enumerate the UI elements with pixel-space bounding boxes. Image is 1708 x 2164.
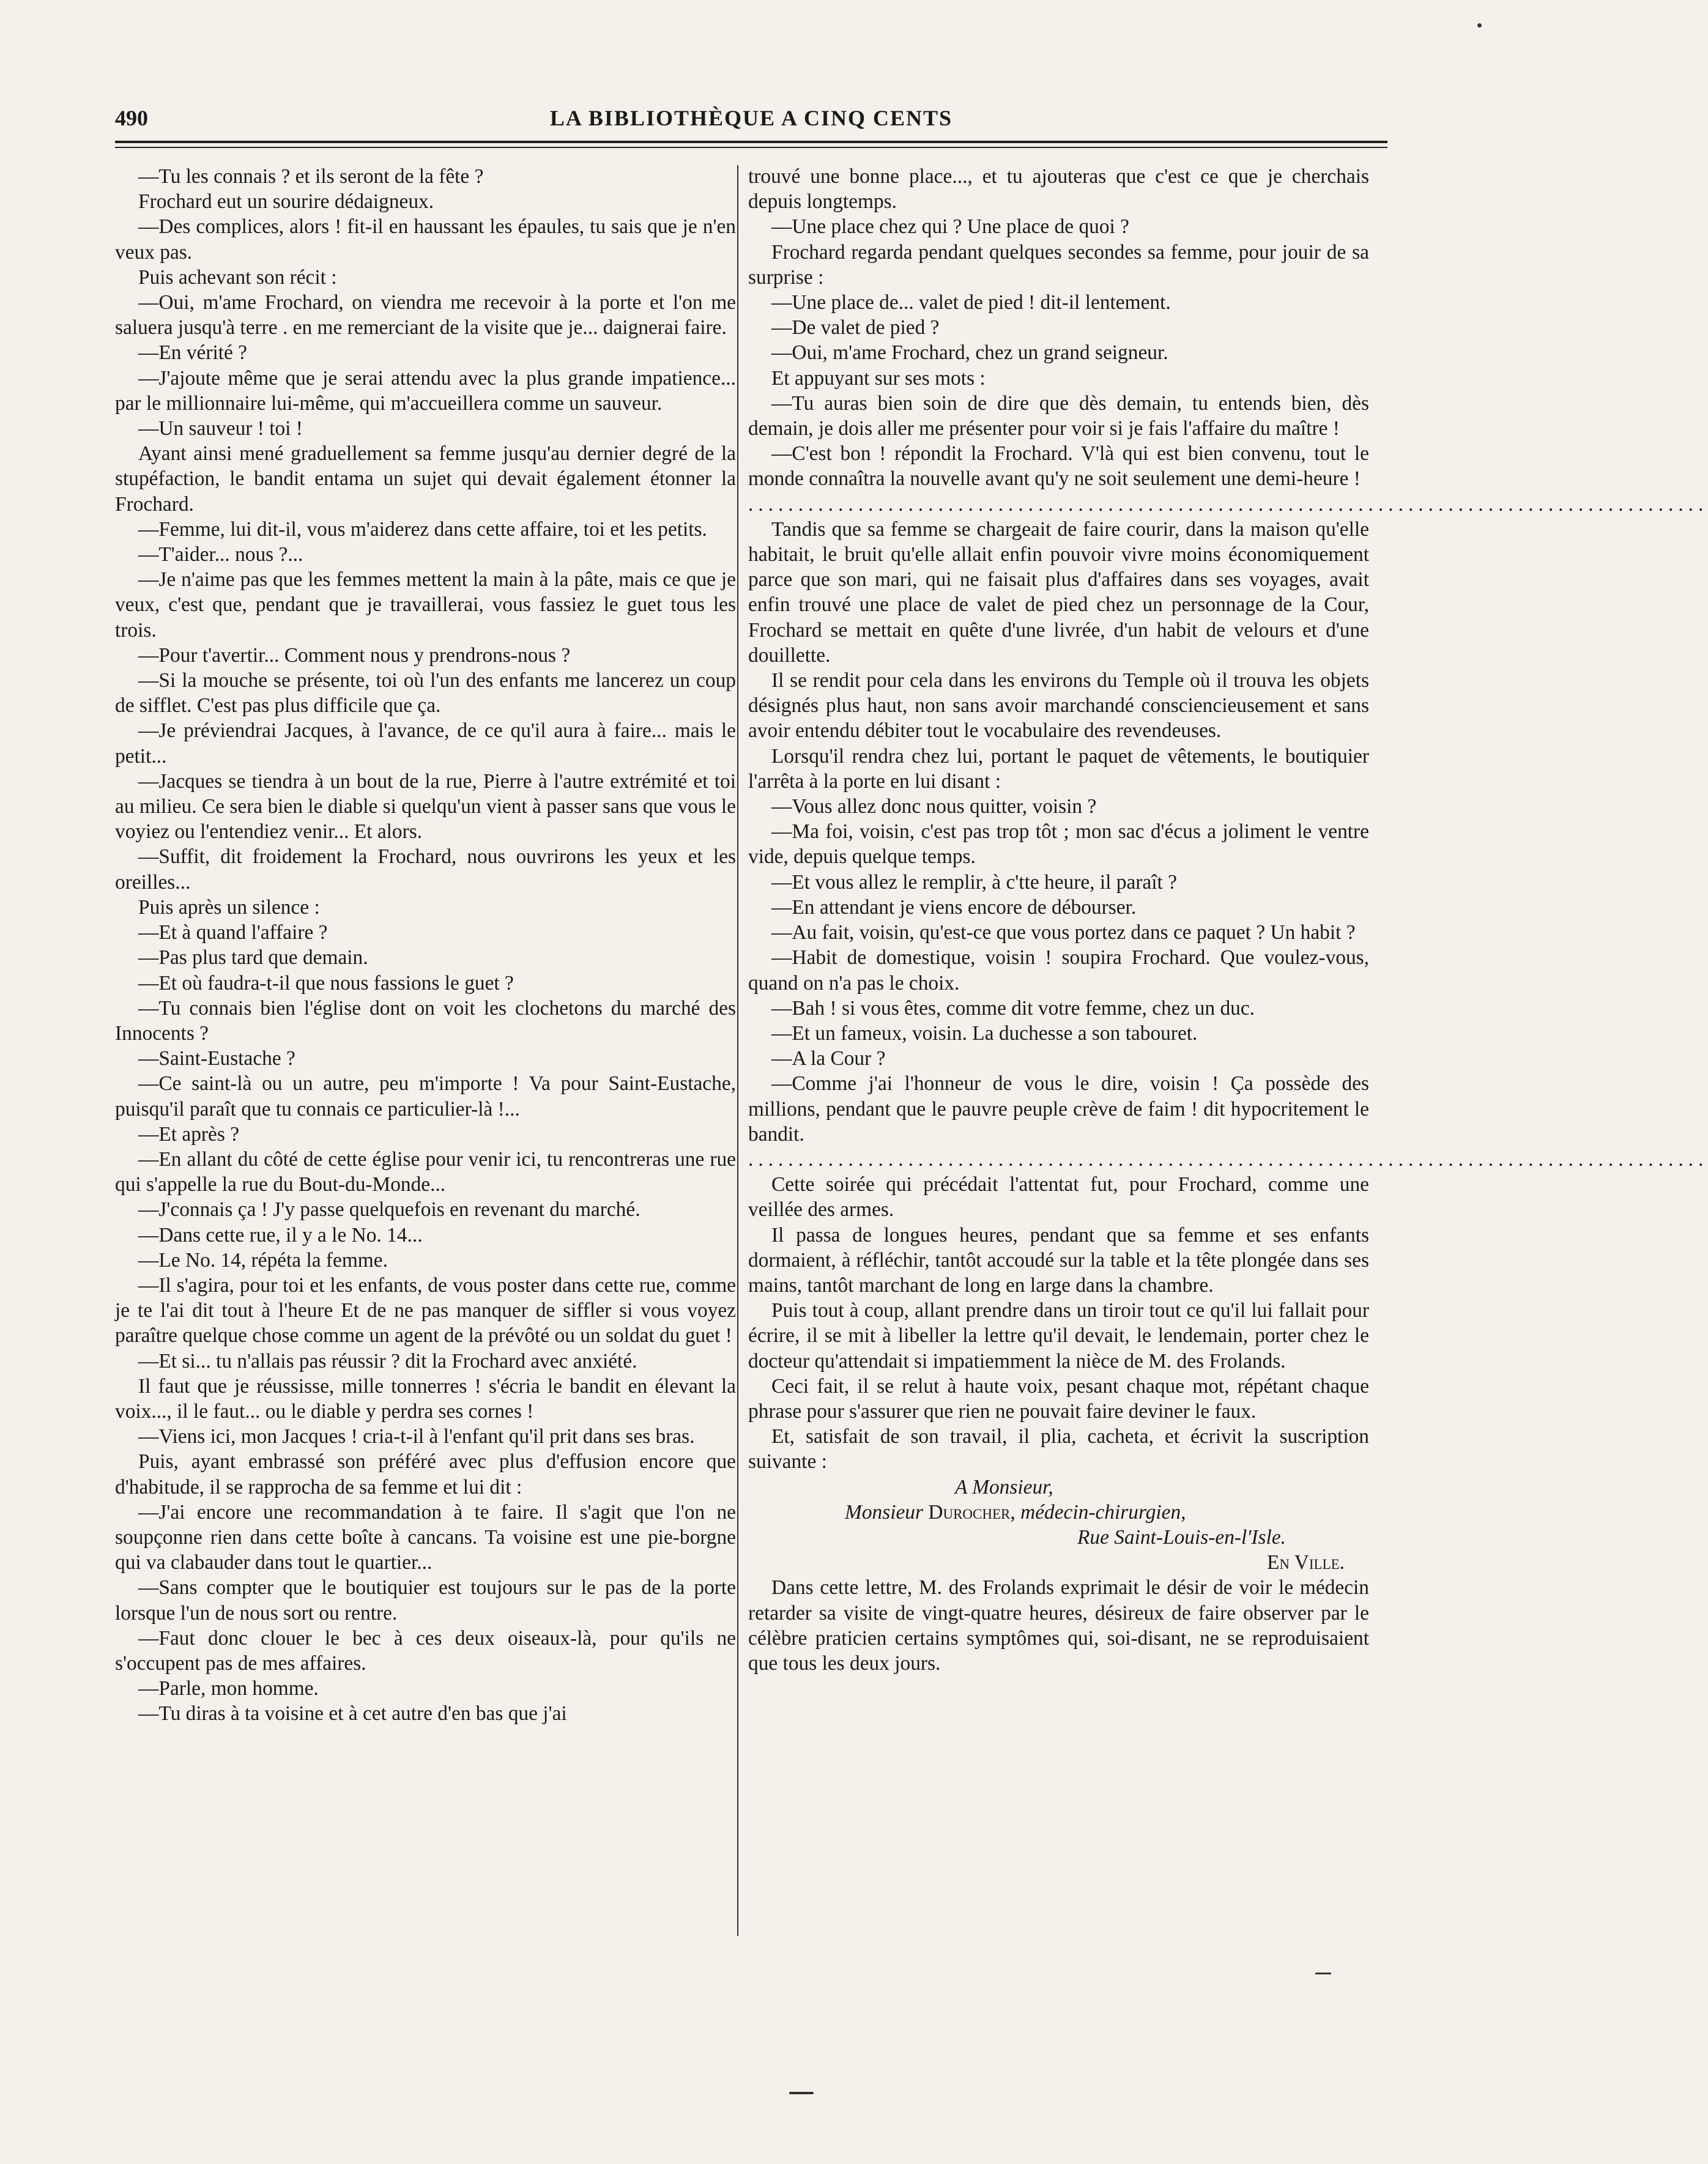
paragraph: —Et un fameux, voisin. La duchesse a son tabouret. (771, 1021, 1198, 1045)
paragraph: Ayant ainsi mené graduellement sa femme jusqu'au dernier degré de la stupéfaction, le bandit entama un sujet qui devait également étonner la Frochard. (115, 442, 736, 516)
paragraph: —Sans compter que le boutiquier est toujours sur le pas de la porte lorsque l'un de nous sort ou rentre. (115, 1576, 736, 1625)
paper-speck (1477, 23, 1482, 28)
left-column (115, 164, 736, 1727)
paragraph: —Et si... tu n'allais pas réussir ? dit la Frochard avec anxiété. (138, 1349, 637, 1373)
paragraph: —Tu auras bien soin de dire que dès demain, tu entends bien, dès demain, je dois aller me présenter pour voir si je fais l'affaire du maître ! (748, 391, 1369, 440)
paragraph: —Je préviendrai Jacques, à l'avance, de ce qu'il aura à faire... mais le petit... (115, 719, 736, 768)
page-header (115, 105, 1387, 136)
paragraph: Puis après un silence : (138, 895, 320, 919)
paragraph: Frochard regarda pendant quelques secondes sa femme, pour jouir de sa surprise : (748, 240, 1369, 289)
paragraph: —Femme, lui dit-il, vous m'aiderez dans cette affaire, toi et les petits. (138, 517, 707, 541)
paragraph: —J'connais ça ! J'y passe quelquefois en revenant du marché. (138, 1198, 640, 1221)
header-rule-thick (115, 141, 1387, 143)
paragraph: —De valet de pied ? (771, 316, 940, 339)
paragraph: Et appuyant sur ses mots : (771, 366, 986, 390)
address-title: médecin-chirurgien, (1020, 1500, 1186, 1524)
paragraph: —Tu les connais ? et ils seront de la fête ? (138, 165, 484, 188)
paragraph: —En attendant je viens encore de débourser. (771, 895, 1137, 919)
paragraph: Il se rendit pour cela dans les environs du Temple où il trouva les objets désignés plus haut, non sans avoir marchandé consciencieusement et sans avoir entendu débiter tout le vocabulaire des revendeuses. (748, 669, 1369, 743)
paragraph: Il faut que je réussisse, mille tonnerres ! s'écria le bandit en élevant la voix..., il le faut... ou le diable y perdra ses cornes ! (115, 1374, 736, 1423)
paragraph: —Et où faudra-t-il que nous fassions le guet ? (138, 971, 514, 995)
paragraph: —Habit de domestique, voisin ! soupira Frochard. Que voulez-vous, quand on n'a pas le choix. (748, 946, 1369, 995)
paragraph: —Comme j'ai l'honneur de vous le dire, voisin ! Ça possède des millions, pendant que le pauvre peuple crève de faim ! dit hypocritement le bandit. (748, 1072, 1369, 1146)
right-column-bottom-section (748, 1172, 1369, 1474)
paragraph: —Tu connais bien l'église dont on voit les clochetons du marché des Innocents ? (115, 996, 736, 1045)
paragraph: —Et vous allez le remplir, à c'tte heure, il paraît ? (771, 870, 1177, 894)
paragraph: —Pas plus tard que demain. (138, 946, 368, 969)
header-rule-thin (115, 147, 1387, 148)
paragraph: —T'aider... nous ?... (138, 543, 303, 566)
paragraph: —En allant du côté de cette église pour venir ici, tu rencontreras une rue qui s'appelle la rue du Bout-du-Monde... (115, 1147, 736, 1196)
paragraph: —Saint-Eustache ? (138, 1047, 295, 1070)
paragraph: Lorsqu'il rendra chez lui, portant le paquet de vêtements, le boutiquier l'arrêta à la porte en lui disant : (748, 744, 1369, 793)
paragraph: Puis, ayant embrassé son préféré avec plus d'effusion encore que d'habitude, il se rapprocha de sa femme et lui dit : (115, 1450, 736, 1499)
address-salutation: A Monsieur, (955, 1475, 1053, 1499)
paragraph: Frochard eut un sourire dédaigneux. (138, 190, 434, 213)
paragraph: —Au fait, voisin, qu'est-ce que vous portez dans ce paquet ? Un habit ? (771, 921, 1356, 944)
letter-address-block (748, 1475, 1369, 1576)
address-recipient (748, 1500, 1369, 1525)
paragraph: —Suffit, dit froidement la Frochard, nous ouvrirons les yeux et les oreilles... (115, 845, 736, 894)
paragraph: —Oui, m'ame Frochard, on viendra me recevoir à la porte et l'on me saluera jusqu'à terre . en me remerciant de la visite que je... daignerai faire. (115, 291, 736, 339)
column-divider (737, 165, 738, 1936)
paragraph: —Pour t'avertir... Comment nous y prendrons-nous ? (138, 643, 571, 667)
paper-mark (789, 2092, 814, 2094)
paragraph: trouvé une bonne place..., et tu ajouteras que c'est ce que je cherchais depuis longtemps. (748, 165, 1369, 213)
paragraph: —Je n'aime pas que les femmes mettent la main à la pâte, mais ce que je veux, c'est que, pendant que je travaillerai, vous fassiez le guet tous les trois. (115, 568, 736, 642)
paragraph: Et, satisfait de son travail, il plia, cacheta, et écrivit la suscription suivante : (748, 1425, 1369, 1473)
paragraph: —A la Cour ? (771, 1047, 886, 1070)
paragraph: —Oui, m'ame Frochard, chez un grand seigneur. (771, 341, 1168, 365)
paragraph: —Et à quand l'affaire ? (138, 921, 328, 944)
address-name: Durocher, (928, 1500, 1016, 1524)
paragraph: —Des complices, alors ! fit-il en haussant les épaules, tu sais que je n'en veux pas. (115, 215, 736, 264)
paper-mark (1315, 1973, 1331, 1974)
page-number: 490 (115, 106, 148, 130)
paragraph: —Jacques se tiendra à un bout de la rue, Pierre à l'autre extrémité et toi au milieu. Ce sera bien le diable si quelqu'un vient à passer sans que vous le voyiez ou l'entendiez venir... Et alors. (115, 769, 736, 843)
paragraph: —J'ajoute même que je serai attendu avec la plus grande impatience... par le millionnaire lui-même, qui m'accueillera comme un sauveur. (115, 366, 736, 415)
paragraph: —J'ai encore une recommandation à te faire. Il s'agit que l'on ne soupçonne rien dans cette boîte à cancans. Ta voisine est une pie-borgne qui va clabauder dans tout le quartier... (115, 1500, 736, 1574)
paragraph: —Une place de... valet de pied ! dit-il lentement. (771, 291, 1171, 314)
paragraph: —Si la mouche se présente, toi où l'un des enfants me lancerez un coup de sifflet. C'est pas plus difficile que ça. (115, 669, 736, 717)
paragraph: —Tu diras à ta voisine et à cet autre d'en bas que j'ai (138, 1702, 567, 1725)
paragraph: —Faut donc clouer le bec à ces deux oiseaux-là, pour qu'ils ne s'occupent pas de mes affaires. (115, 1626, 736, 1675)
closing-paragraph: Dans cette lettre, M. des Frolands exprimait le désir de voir le médecin retarder sa visite de vingt-quatre heures, désireux de faire observer par le célèbre praticien certains symptômes qui, soi-disant, ne se reproduisaient que tous les deux jours. (748, 1576, 1369, 1675)
paragraph: Puis achevant son récit : (138, 265, 337, 289)
paragraph: Il passa de longues heures, pendant que sa femme et ses enfants dormaient, à réfléchir, tantôt accoudé sur la table et la tête plongée dans ses mains, tantôt marchant de long en large dans la chambre. (748, 1223, 1369, 1297)
right-column (748, 164, 1708, 1676)
paragraph: —Bah ! si vous êtes, comme dit votre femme, chez un duc. (771, 996, 1255, 1020)
paragraph: Cette soirée qui précédait l'attentat fut, pour Frochard, comme une veillée des armes. (748, 1173, 1369, 1221)
address-prefix: Monsieur (845, 1500, 923, 1524)
paragraph: —Ce saint-là ou un autre, peu m'importe ! Va pour Saint-Eustache, puisqu'il paraît que tu connais ce particulier-là !... (115, 1072, 736, 1121)
paragraph: —C'est bon ! répondit la Frochard. V'là qui est bien convenu, tout le monde connaîtra la nouvelle avant qu'y ne soit seulement une demi-heure ! (748, 442, 1369, 491)
paragraph: —Vous allez donc nous quitter, voisin ? (771, 795, 1097, 818)
right-column-middle-section (748, 517, 1369, 1147)
paragraph: —Le No. 14, répéta la femme. (138, 1248, 388, 1272)
paragraph: —Il s'agira, pour toi et les enfants, de vous poster dans cette rue, comme je te l'ai dit tout à l'heure Et de ne pas manquer de siffler si vous voyez paraître quelque chose comme un agent de la prévôté ou un soldat du guet ! (115, 1273, 736, 1347)
paragraph: Ceci fait, il se relut à haute voix, pesant chaque mot, répétant chaque phrase pour s'assurer que rien ne pouvait faire deviner le faux. (748, 1374, 1369, 1423)
paragraph: —Ma foi, voisin, c'est pas trop tôt ; mon sac d'écus a joliment le ventre vide, depuis quelque temps. (748, 820, 1369, 869)
paragraph: —Parle, mon homme. (138, 1677, 319, 1700)
right-column-top-section (748, 164, 1369, 492)
paragraph: —Et après ? (138, 1122, 240, 1146)
running-title: LA BIBLIOTHÈQUE A CINQ CENTS (549, 106, 953, 130)
address-city: En Ville. (1266, 1551, 1345, 1574)
paragraph: Puis tout à coup, allant prendre dans un tiroir tout ce qu'il lui fallait pour écrire, il se mit à libeller la lettre qu'il devait, le lendemain, porter chez le docteur qu'attendait si impatiemment la nièce de M. des Frolands. (748, 1299, 1369, 1373)
section-dot-leader: ................................................................................................ (748, 492, 1708, 516)
paragraph: Tandis que sa femme se chargeait de faire courir, dans la maison qu'elle habitait, le bruit qu'elle allait enfin pouvoir vivre moins économiquement parce que son mari, qui ne faisait plus d'affaires dans ses voyages, avait enfin trouvé une place de valet de pied chez un personnage de la Cour, Frochard se mettait en quête d'une livrée, d'un habit de velours et d'une douillette. (748, 517, 1369, 667)
paragraph: —Une place chez qui ? Une place de quoi ? (771, 215, 1129, 239)
section-dot-leader: ................................................................................................ (748, 1147, 1708, 1171)
paragraph: —Dans cette rue, il y a le No. 14... (138, 1223, 423, 1247)
paragraph: —Un sauveur ! toi ! (138, 417, 303, 440)
paragraph: —Viens ici, mon Jacques ! cria-t-il à l'enfant qu'il prit dans ses bras. (138, 1425, 695, 1448)
address-street: Rue Saint-Louis-en-l'Isle. (1077, 1525, 1286, 1549)
paragraph: —En vérité ? (138, 341, 248, 365)
